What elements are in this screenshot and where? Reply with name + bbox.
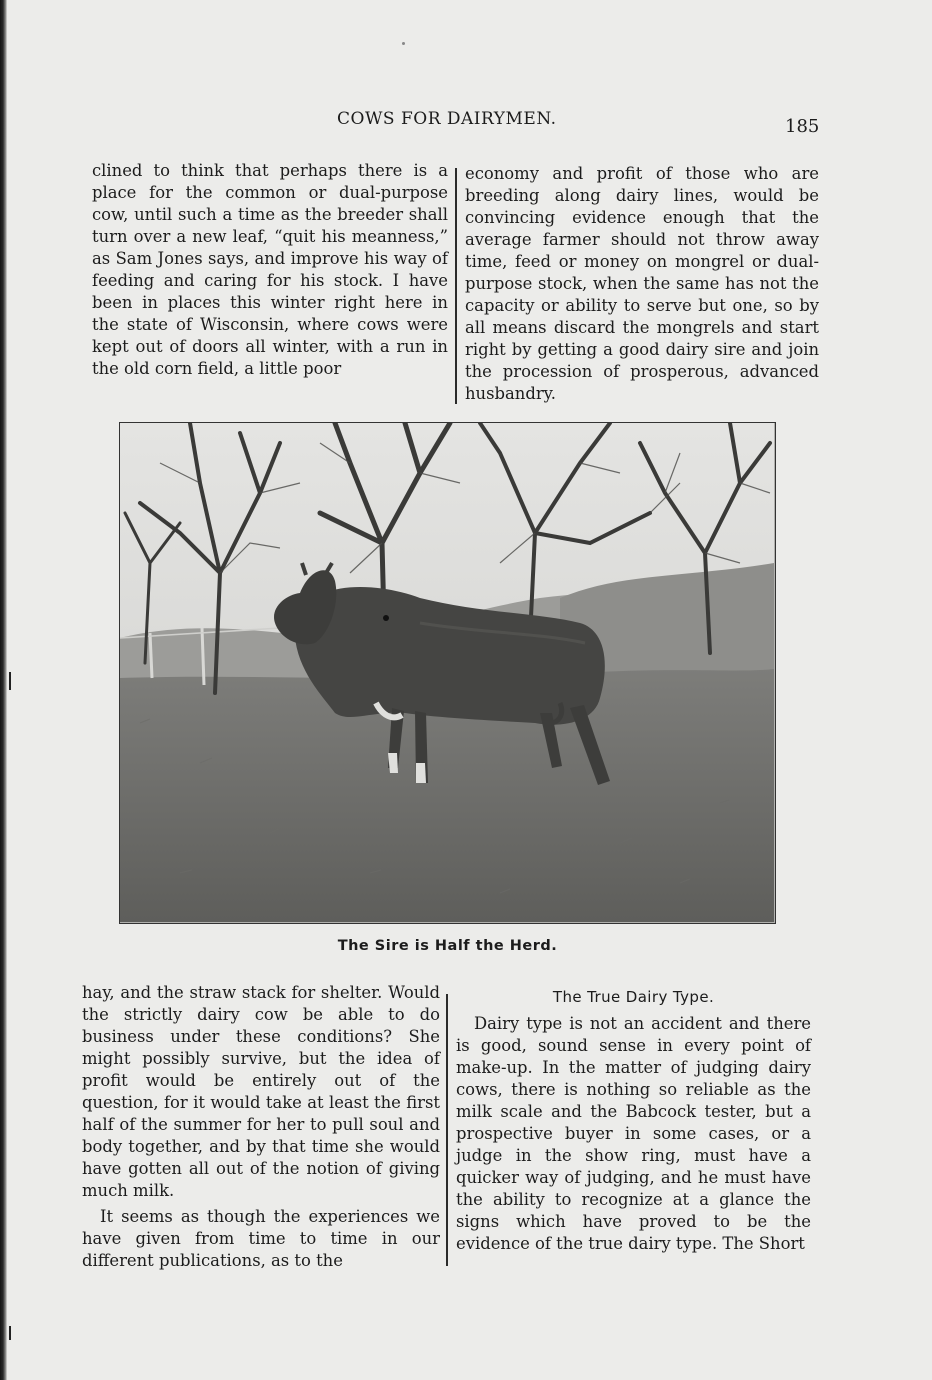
- paragraph: Dairy type is not an accident and there is good, sound sense in every point of make-up. In the matter of judging dairy cows, there is nothing so reliable as the milk scale and the Babcock tester, but a prospective buyer in some cases, or a judge in the show ring, must have a quicker way of judging, and he must have the ability to recognize at a glance the signs which have proved to be the evidence of the true dairy type. The Short: [456, 1014, 811, 1253]
- column-bottom-right: [456, 1013, 811, 1255]
- margin-mark: [9, 672, 11, 690]
- page-binding-edge: [0, 0, 7, 1380]
- column-top-right: [465, 163, 819, 405]
- paragraph: clined to think that perhaps there is a place for the common or dual-purpose cow, until such a time as the breeder shall turn over a new leaf, “quit his meanness,” as Sam Jones says, and improve his way of feeding and caring for his stock. I have been in places this winter right here in the state of Wisconsin, where cows were kept out of doors all winter, with a run in the old corn field, a little poor: [92, 161, 448, 378]
- figure-caption: The Sire is Half the Herd.: [337, 938, 558, 954]
- paper-speck: [402, 42, 405, 45]
- column-rule: [446, 994, 448, 1266]
- paragraph: It seems as though the experiences we have given from time to time in our different publications, as to the: [82, 1207, 440, 1270]
- bull-photograph-icon: [119, 422, 776, 924]
- section-heading: The True Dairy Type.: [552, 988, 715, 1006]
- column-rule: [455, 168, 457, 404]
- paragraph: economy and profit of those who are breeding along dairy lines, would be convincing evidence enough that the average farmer should not throw away time, feed or money on mongrel or dual-purpose stock, when the same has not the capacity or ability to serve but one, so by all means discard the mongrels and start right by getting a good dairy sire and join the procession of prosperous, advanced husbandry.: [465, 164, 819, 403]
- paragraph: hay, and the straw stack for shelter. Would the strictly dairy cow be able to do business under these conditions? She might possibly survive, but the idea of profit would be entirely out of the question, for it would take at least the first half of the summer for her to pull soul and body together, and by that time she would have gotten all out of the notion of giving much milk.: [82, 983, 440, 1200]
- page-number: 185: [785, 116, 820, 137]
- column-top-left: [92, 160, 448, 380]
- column-bottom-left: [82, 982, 440, 1272]
- margin-mark: [9, 1326, 11, 1340]
- running-head: COWS FOR DAIRYMEN.: [337, 109, 557, 129]
